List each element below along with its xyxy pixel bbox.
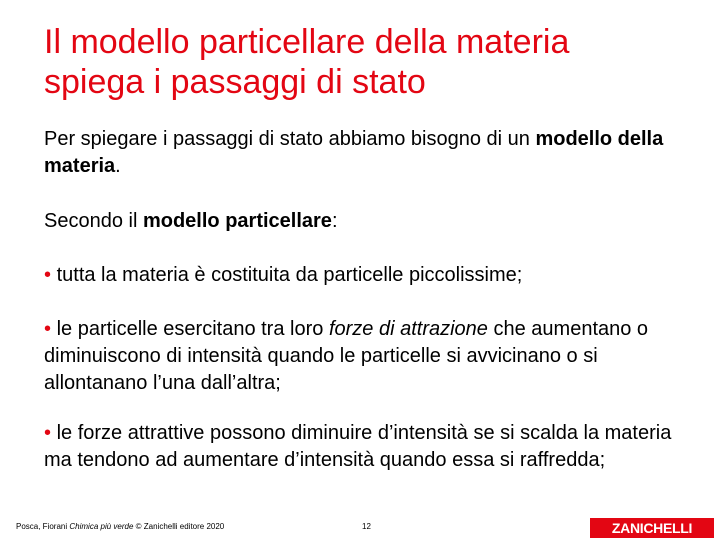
bullet-text-2-after: che aumentano o diminuiscono di intensità quando le particelle si avvicinano o si allontanano l’una dall’altra; bbox=[44, 318, 649, 394]
intro-bold-term: modello della materia bbox=[44, 128, 664, 177]
footer-publisher: © Zanichelli editore 2020 bbox=[135, 522, 225, 531]
intro-text: Per spiegare i passaggi di stato abbiamo bisogno di un bbox=[44, 128, 530, 150]
title-line-2: spiega i passaggi di stato bbox=[44, 63, 426, 101]
footer-authors: Posca, Fiorani bbox=[16, 522, 68, 531]
bullet-item-1 bbox=[44, 262, 684, 289]
intro-end: . bbox=[115, 155, 121, 177]
bullet-text-2-italic: forze di attrazione bbox=[328, 318, 488, 340]
bullet-marker: • bbox=[44, 318, 52, 340]
bullet-marker: • bbox=[44, 422, 52, 444]
footer-book-title: Chimica più verde bbox=[69, 522, 134, 531]
footer-credits bbox=[16, 522, 224, 532]
bullet-text-1: tutta la materia è costituita da particelle piccolissime; bbox=[56, 264, 523, 286]
bullet-item-2 bbox=[44, 316, 684, 397]
intro-paragraph bbox=[44, 126, 684, 180]
secondo-end: : bbox=[331, 210, 338, 232]
slide-title bbox=[44, 22, 704, 102]
bullet-item-3 bbox=[44, 420, 684, 474]
bullet-marker: • bbox=[44, 264, 52, 286]
page-number: 12 bbox=[362, 522, 371, 531]
secondo-bold-term: modello particellare bbox=[142, 210, 332, 232]
title-line-1: Il modello particellare della materia bbox=[44, 23, 570, 61]
bullet-text-2-before: le particelle esercitano tra loro bbox=[56, 318, 324, 340]
bullet-text-3: le forze attrattive possono diminuire d’intensità se si scalda la materia ma tendono ad aumentare d’intensità quando essa si raffredda; bbox=[44, 422, 672, 471]
secondo-text: Secondo il bbox=[44, 210, 138, 232]
secondo-paragraph bbox=[44, 208, 684, 235]
zanichelli-logo: ZANICHELLI bbox=[590, 518, 714, 538]
